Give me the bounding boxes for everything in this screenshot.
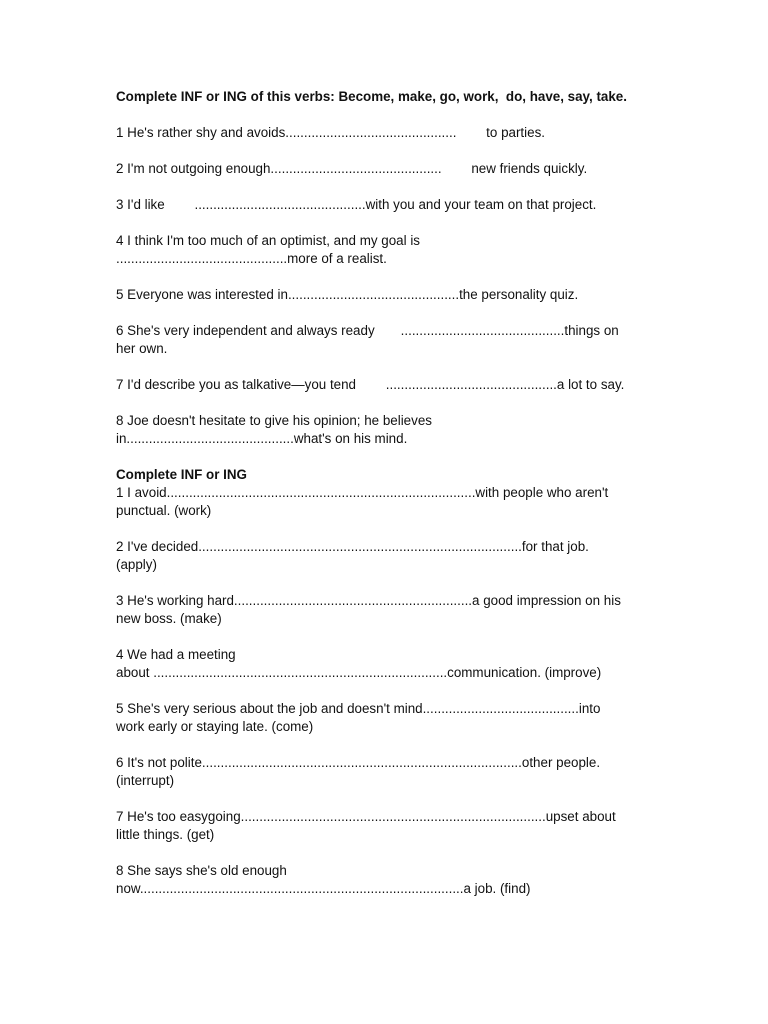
exercise2-item-2: 2 I've decided.......................................................................................for that job. (apply) — [116, 539, 589, 572]
exercise1-item-8: 8 Joe doesn't hesitate to give his opinion; he believes in.............................................what's on his mind. — [116, 413, 432, 446]
exercise2-item-6: 6 It's not polite......................................................................................other people. (interrupt) — [116, 755, 601, 788]
exercise1-item-2: 2 I'm not outgoing enough.............................................. new friends quickly. — [116, 161, 588, 176]
exercise2-item-7: 7 He's too easygoing..................................................................................upset about little things. (get) — [116, 809, 616, 842]
exercise1-item-6: 6 She's very independent and always ready ............................................things on her own. — [116, 323, 619, 356]
exercise1-item-4: 4 I think I'm too much of an optimist, and my goal is ..............................................more of a realist. — [116, 233, 420, 266]
worksheet-page — [116, 88, 656, 898]
exercise1-item-1: 1 He's rather shy and avoids.............................................. to parties. — [116, 125, 545, 140]
exercise1-item-3: 3 I'd like ..............................................with you and your team on that project. — [116, 197, 597, 212]
exercise2-item-8: 8 She says she's old enough now.......................................................................................a job. (find) — [116, 863, 531, 896]
section1-title: Complete INF or ING of this verbs: Become, make, go, work, do, have, say, take. — [116, 89, 627, 104]
exercise2-item-3: 3 He's working hard................................................................a good impression on his new boss. (make) — [116, 593, 621, 626]
section2-title: Complete INF or ING — [116, 467, 247, 482]
exercise1-item-7: 7 I'd describe you as talkative—you tend ..............................................a lot to say. — [116, 377, 625, 392]
exercise2-item-1: 1 I avoid...................................................................................with people who aren't punctual. (work) — [116, 485, 609, 518]
exercise2-item-4: 4 We had a meeting about ...............................................................................communication. (improve) — [116, 647, 602, 680]
exercise1-item-5: 5 Everyone was interested in..............................................the personality quiz. — [116, 287, 579, 302]
exercise2-item-5: 5 She's very serious about the job and doesn't mind..........................................into work early or staying late. (come) — [116, 701, 601, 734]
